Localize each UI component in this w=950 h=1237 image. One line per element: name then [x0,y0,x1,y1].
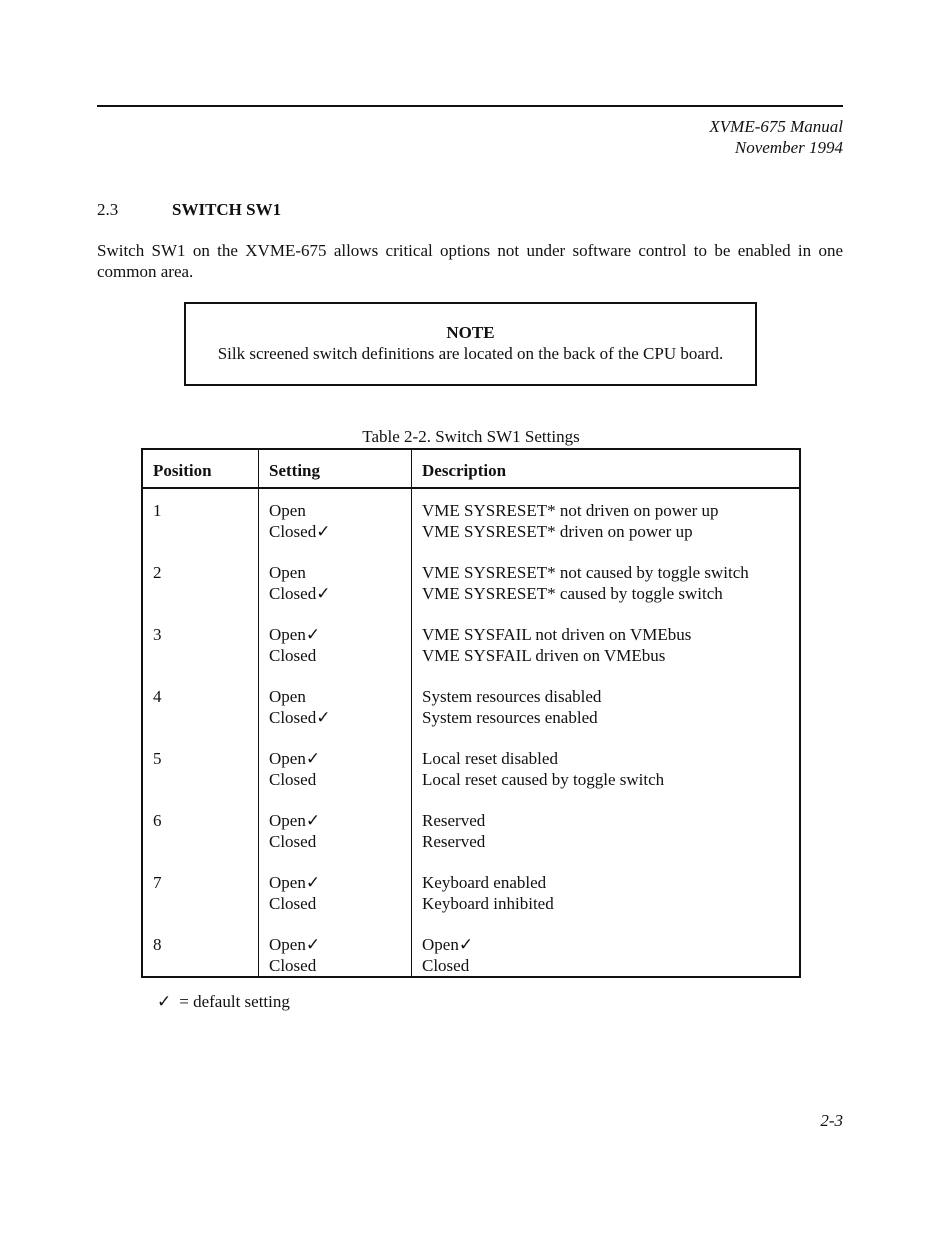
table-row [142,488,800,562]
setting-cell [259,748,412,810]
page-number: 2-3 [820,1111,843,1130]
table-row [142,934,800,977]
description-cell [412,686,801,748]
table-row [142,872,800,934]
setting-cell [259,488,412,562]
legend-text: = default setting [179,992,290,1011]
description-cell [412,562,801,624]
running-header [709,116,843,158]
setting-option: Closed [269,956,317,975]
manual-date: November 1994 [734,138,843,157]
setting-option: Open✓ [269,935,321,954]
section-heading [97,199,281,220]
note-title: NOTE [446,323,495,342]
table-row [142,562,800,624]
setting-cell [259,872,412,934]
header-rule [97,105,843,107]
description-line: Open✓ [422,935,474,954]
position-cell: 3 [153,625,162,644]
table-header-row [142,449,800,488]
setting-cell [259,686,412,748]
setting-cell [259,562,412,624]
table-row [142,624,800,686]
setting-cell [259,624,412,686]
setting-option: Open✓ [269,625,321,644]
setting-option: Open [269,687,306,706]
description-line: System resources disabled [422,687,602,706]
setting-option: Closed [269,832,317,851]
description-line: Keyboard enabled [422,873,547,892]
switch-settings-table [141,448,801,978]
setting-option: Closed [269,894,317,913]
header-position: Position [142,449,259,488]
note-text: Silk screened switch definitions are located on the back of the CPU board. [217,344,724,363]
description-line: VME SYSFAIL driven on VMEbus [422,646,666,665]
table-row [142,810,800,872]
description-line: Reserved [422,832,486,851]
position-cell: 8 [153,935,162,954]
section-number: 2.3 [97,200,119,219]
position-cell: 2 [153,563,162,582]
position-cell: 1 [153,501,162,520]
position-cell: 7 [153,873,162,892]
setting-option: Open [269,563,306,582]
setting-cell [259,934,412,977]
description-line: VME SYSFAIL not driven on VMEbus [422,625,692,644]
description-line: System resources enabled [422,708,598,727]
header-setting: Setting [259,449,412,488]
description-cell [412,488,801,562]
description-line: VME SYSRESET* not caused by toggle switch [422,563,749,582]
setting-option: Open [269,501,306,520]
description-line: Closed [422,956,470,975]
section-title: SWITCH SW1 [172,200,282,219]
setting-option: Closed [269,646,317,665]
description-line: VME SYSRESET* not driven on power up [422,501,719,520]
position-cell: 6 [153,811,162,830]
description-line: Keyboard inhibited [422,894,554,913]
manual-title: XVME-675 Manual [709,117,843,136]
table-row [142,686,800,748]
header-description: Description [412,449,801,488]
description-line: VME SYSRESET* caused by toggle switch [422,584,723,603]
setting-option: Closed✓ [269,522,331,541]
description-line: Local reset caused by toggle switch [422,770,665,789]
description-line: VME SYSRESET* driven on power up [422,522,693,541]
note-box [184,302,757,386]
table-row [142,748,800,810]
description-line: Reserved [422,811,486,830]
description-line: Local reset disabled [422,749,558,768]
description-cell [412,624,801,686]
position-cell: 5 [153,749,162,768]
setting-option: Open✓ [269,811,321,830]
intro-paragraph: Switch SW1 on the XVME-675 allows critical options not under software control to be enabled in one common area. [97,241,843,281]
description-cell [412,748,801,810]
checkmark-icon: ✓ [157,992,172,1011]
description-cell [412,934,801,977]
description-cell [412,872,801,934]
setting-option: Open✓ [269,749,321,768]
setting-option: Open✓ [269,873,321,892]
setting-option: Closed✓ [269,708,331,727]
position-cell: 4 [153,687,162,706]
description-cell [412,810,801,872]
setting-cell [259,810,412,872]
setting-option: Closed [269,770,317,789]
default-setting-legend [157,991,290,1012]
setting-option: Closed✓ [269,584,331,603]
table-caption: Table 2-2. Switch SW1 Settings [362,427,580,446]
